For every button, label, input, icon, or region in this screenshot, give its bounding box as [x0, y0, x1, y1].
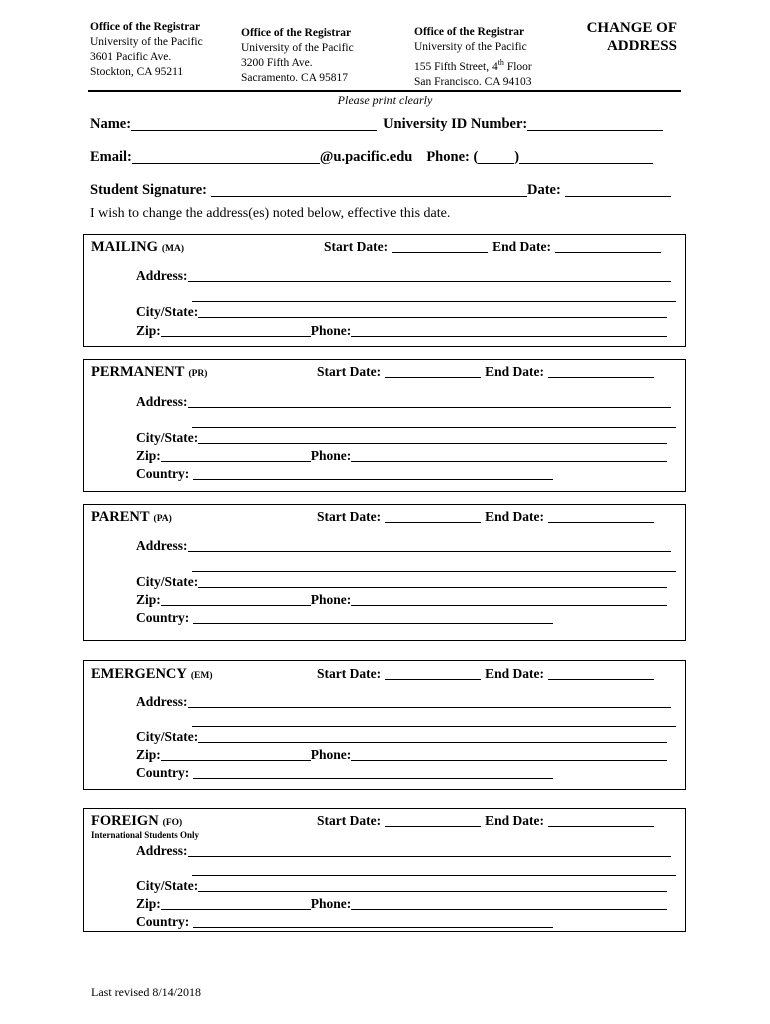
zip-phone-row: Zip: Phone:	[136, 895, 667, 912]
section-title: FOREIGN (FO)	[91, 813, 183, 829]
form-title: CHANGE OF ADDRESS	[586, 20, 677, 54]
header-rule	[88, 90, 681, 92]
office-title: Office of the Registrar	[90, 21, 201, 33]
date-field[interactable]	[565, 182, 671, 197]
end-date-field[interactable]	[548, 812, 654, 827]
end-date-field[interactable]	[548, 363, 654, 378]
address-line-2-field[interactable]	[192, 413, 676, 428]
section-title: EMERGENCY (EM)	[91, 666, 213, 682]
city-state-field[interactable]	[198, 303, 667, 318]
office-line: Stockton, CA 95211	[90, 66, 184, 78]
city-state-field[interactable]	[198, 728, 667, 743]
country-row: Country:	[136, 913, 553, 930]
name-field[interactable]	[131, 116, 377, 131]
section-title: PERMANENT (PR)	[91, 364, 208, 380]
address-line-2-field[interactable]	[192, 287, 676, 302]
office-line: Sacramento. CA 95817	[241, 72, 348, 84]
address-field[interactable]	[188, 537, 671, 552]
zip-phone-row: Zip: Phone:	[136, 746, 667, 763]
country-field[interactable]	[193, 465, 553, 480]
office-line: University of the Pacific	[414, 41, 527, 53]
city-state-row: City/State:	[136, 573, 667, 590]
section-title: MAILING (MA)	[91, 239, 185, 255]
section-emergency	[83, 660, 686, 790]
phone-field[interactable]	[351, 447, 667, 462]
office-title: Office of the Registrar	[241, 27, 352, 39]
university-id-label: University ID Number:	[383, 116, 528, 132]
section-mailing	[83, 234, 686, 347]
zip-phone-row: Zip: Phone:	[136, 447, 667, 464]
email-label: Email:	[90, 149, 132, 165]
address-field[interactable]	[188, 393, 671, 408]
address-field[interactable]	[188, 693, 671, 708]
address-row: Address:	[136, 537, 671, 554]
date-range: Start Date: End Date:	[317, 665, 654, 682]
address-field[interactable]	[188, 842, 671, 857]
date-range: Start Date: End Date:	[317, 812, 654, 829]
city-state-field[interactable]	[198, 429, 667, 444]
country-field[interactable]	[193, 609, 553, 624]
phone-label: Phone: (	[426, 149, 479, 165]
country-field[interactable]	[193, 764, 553, 779]
address-line-2-field[interactable]	[192, 712, 676, 727]
office-sacramento	[241, 26, 354, 86]
start-date-field[interactable]	[392, 238, 488, 253]
office-line: University of the Pacific	[241, 42, 354, 54]
name-row	[90, 116, 663, 133]
office-line: 155 Fifth Street, 4th Floor	[414, 58, 532, 73]
area-code-field[interactable]	[478, 149, 514, 164]
date-range: Start Date: End Date:	[317, 363, 654, 380]
address-line-2-field[interactable]	[192, 557, 676, 572]
start-date-field[interactable]	[385, 665, 481, 680]
country-row: Country:	[136, 764, 553, 781]
country-field[interactable]	[193, 913, 553, 928]
office-line: San Francisco. CA 94103	[414, 75, 532, 88]
start-date-field[interactable]	[385, 363, 481, 378]
section-parent	[83, 504, 686, 641]
office-line: University of the Pacific	[90, 36, 203, 48]
zip-field[interactable]	[161, 591, 311, 606]
end-date-field[interactable]	[548, 665, 654, 680]
zip-phone-row: Zip: Phone:	[136, 322, 667, 339]
email-domain: @u.pacific.edu	[319, 149, 413, 165]
zip-field[interactable]	[161, 746, 311, 761]
section-foreign	[83, 808, 686, 932]
date-label: Date:	[526, 182, 561, 198]
address-line-2-field[interactable]	[192, 861, 676, 876]
end-date-field[interactable]	[548, 508, 654, 523]
office-title: Office of the Registrar	[414, 26, 525, 38]
name-label: Name:	[90, 116, 132, 132]
date-range: Start Date: End Date:	[317, 508, 654, 525]
phone-paren: )	[514, 149, 520, 165]
phone-field[interactable]	[351, 322, 667, 337]
end-date-field[interactable]	[555, 238, 661, 253]
section-title: PARENT (PA)	[91, 509, 172, 525]
signature-field[interactable]	[211, 182, 527, 197]
email-field[interactable]	[132, 149, 320, 164]
city-state-field[interactable]	[198, 573, 667, 588]
address-row: Address:	[136, 693, 671, 710]
address-field[interactable]	[188, 267, 671, 282]
zip-field[interactable]	[161, 447, 311, 462]
signature-label: Student Signature:	[90, 182, 207, 198]
international-note: International Students Only	[91, 830, 200, 840]
university-id-field[interactable]	[527, 116, 663, 131]
city-state-row: City/State:	[136, 877, 667, 894]
address-row: Address:	[136, 393, 671, 410]
office-line: 3200 Fifth Ave.	[241, 57, 313, 69]
zip-field[interactable]	[161, 322, 311, 337]
section-permanent	[83, 359, 686, 492]
signature-row	[90, 182, 671, 199]
email-row	[90, 149, 653, 166]
office-stockton	[90, 20, 203, 80]
wish-text: I wish to change the address(es) noted below, effective this date.	[90, 206, 451, 221]
city-state-row: City/State:	[136, 429, 667, 446]
footer-revised: Last revised 8/14/2018	[91, 985, 201, 999]
city-state-field[interactable]	[198, 877, 667, 892]
start-date-field[interactable]	[385, 508, 481, 523]
zip-field[interactable]	[161, 895, 311, 910]
zip-phone-row: Zip: Phone:	[136, 591, 667, 608]
print-note: Please print clearly	[337, 93, 433, 107]
office-san-francisco	[414, 25, 532, 90]
address-row: Address:	[136, 267, 671, 284]
start-date-field[interactable]	[385, 812, 481, 827]
country-row: Country:	[136, 465, 553, 482]
phone-field[interactable]	[351, 746, 667, 761]
city-state-row: City/State:	[136, 303, 667, 320]
office-line: 3601 Pacific Ave.	[90, 51, 172, 63]
phone-field[interactable]	[351, 591, 667, 606]
address-row: Address:	[136, 842, 671, 859]
phone-field[interactable]	[351, 895, 667, 910]
date-range: Start Date: End Date:	[324, 238, 661, 255]
country-row: Country:	[136, 609, 553, 626]
city-state-row: City/State:	[136, 728, 667, 745]
phone-field[interactable]	[519, 149, 653, 164]
